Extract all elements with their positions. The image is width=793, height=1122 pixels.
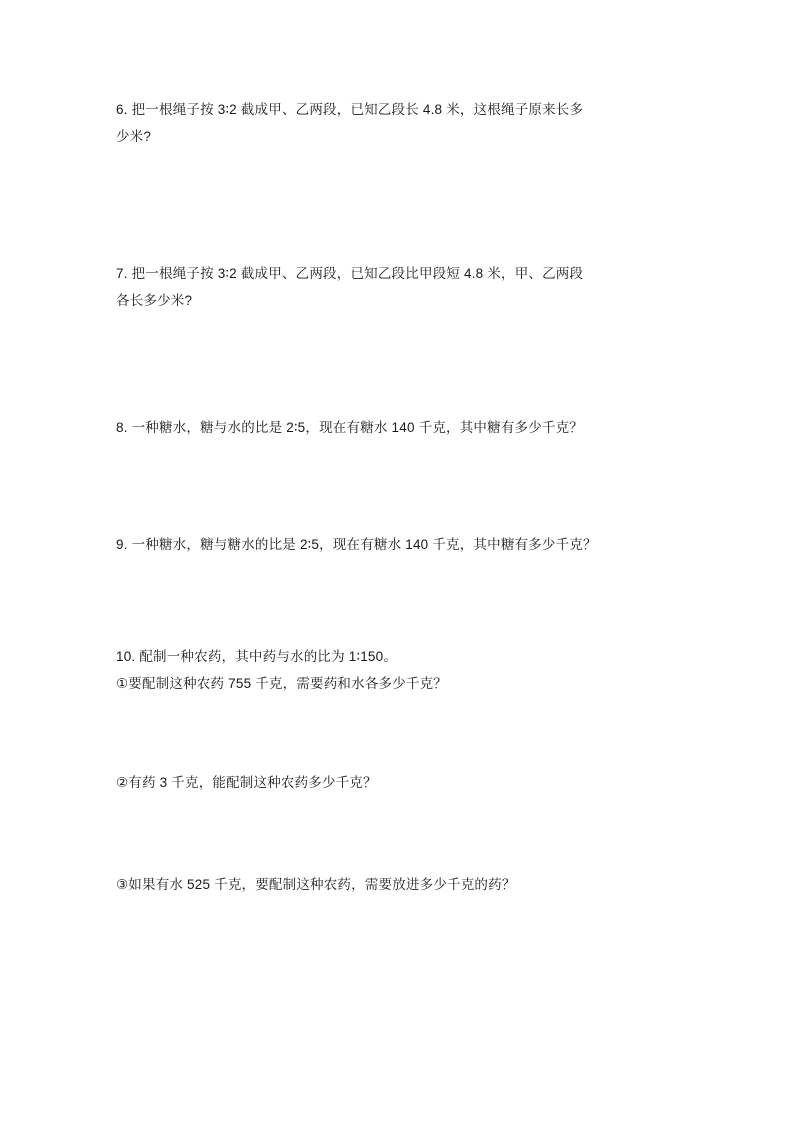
problem-9-line-1: 9. 一种糖水，糖与糖水的比是 2∶5，现在有糖水 140 千克，其中糖有多少千克？ [116, 537, 597, 552]
answer-space-10-2 [116, 796, 678, 871]
problem-10 [116, 643, 678, 697]
answer-space-8 [116, 441, 678, 531]
answer-space-9 [116, 558, 678, 643]
problem-9 [116, 531, 678, 558]
problem-6-line-1: 6. 把一根绳子按 3∶2 截成甲、乙两段，已知乙段长 4.8 米，这根绳子原来长多 [116, 102, 584, 117]
answer-space-10-1 [116, 697, 678, 769]
problem-10-subitem-1: ①要配制这种农药 755 千克，需要药和水各多少千克？ [116, 676, 448, 691]
problem-7 [116, 260, 678, 314]
problem-6-line-2: 少米? [116, 129, 152, 144]
problem-10-subitem-3: ③如果有水 525 千克，要配制这种农药，需要放进多少千克的药？ [116, 877, 516, 892]
problem-7-line-2: 各长多少米? [116, 293, 193, 308]
problem-list [116, 96, 678, 976]
answer-space-10-3 [116, 898, 678, 976]
problem-8 [116, 414, 678, 441]
answer-space-7 [116, 314, 678, 414]
problem-10-line-1: 10. 配制一种农药，其中药与水的比为 1∶150。 [116, 649, 398, 664]
problem-6 [116, 96, 678, 150]
answer-space-6 [116, 150, 678, 260]
problem-7-line-1: 7. 把一根绳子按 3∶2 截成甲、乙两段，已知乙段比甲段短 4.8 米，甲、乙两段 [116, 266, 584, 281]
problem-10-subitem-2: ②有药 3 千克，能配制这种农药多少千克？ [116, 775, 377, 790]
problem-8-line-1: 8. 一种糖水，糖与水的比是 2∶5，现在有糖水 140 千克，其中糖有多少千克？ [116, 420, 584, 435]
